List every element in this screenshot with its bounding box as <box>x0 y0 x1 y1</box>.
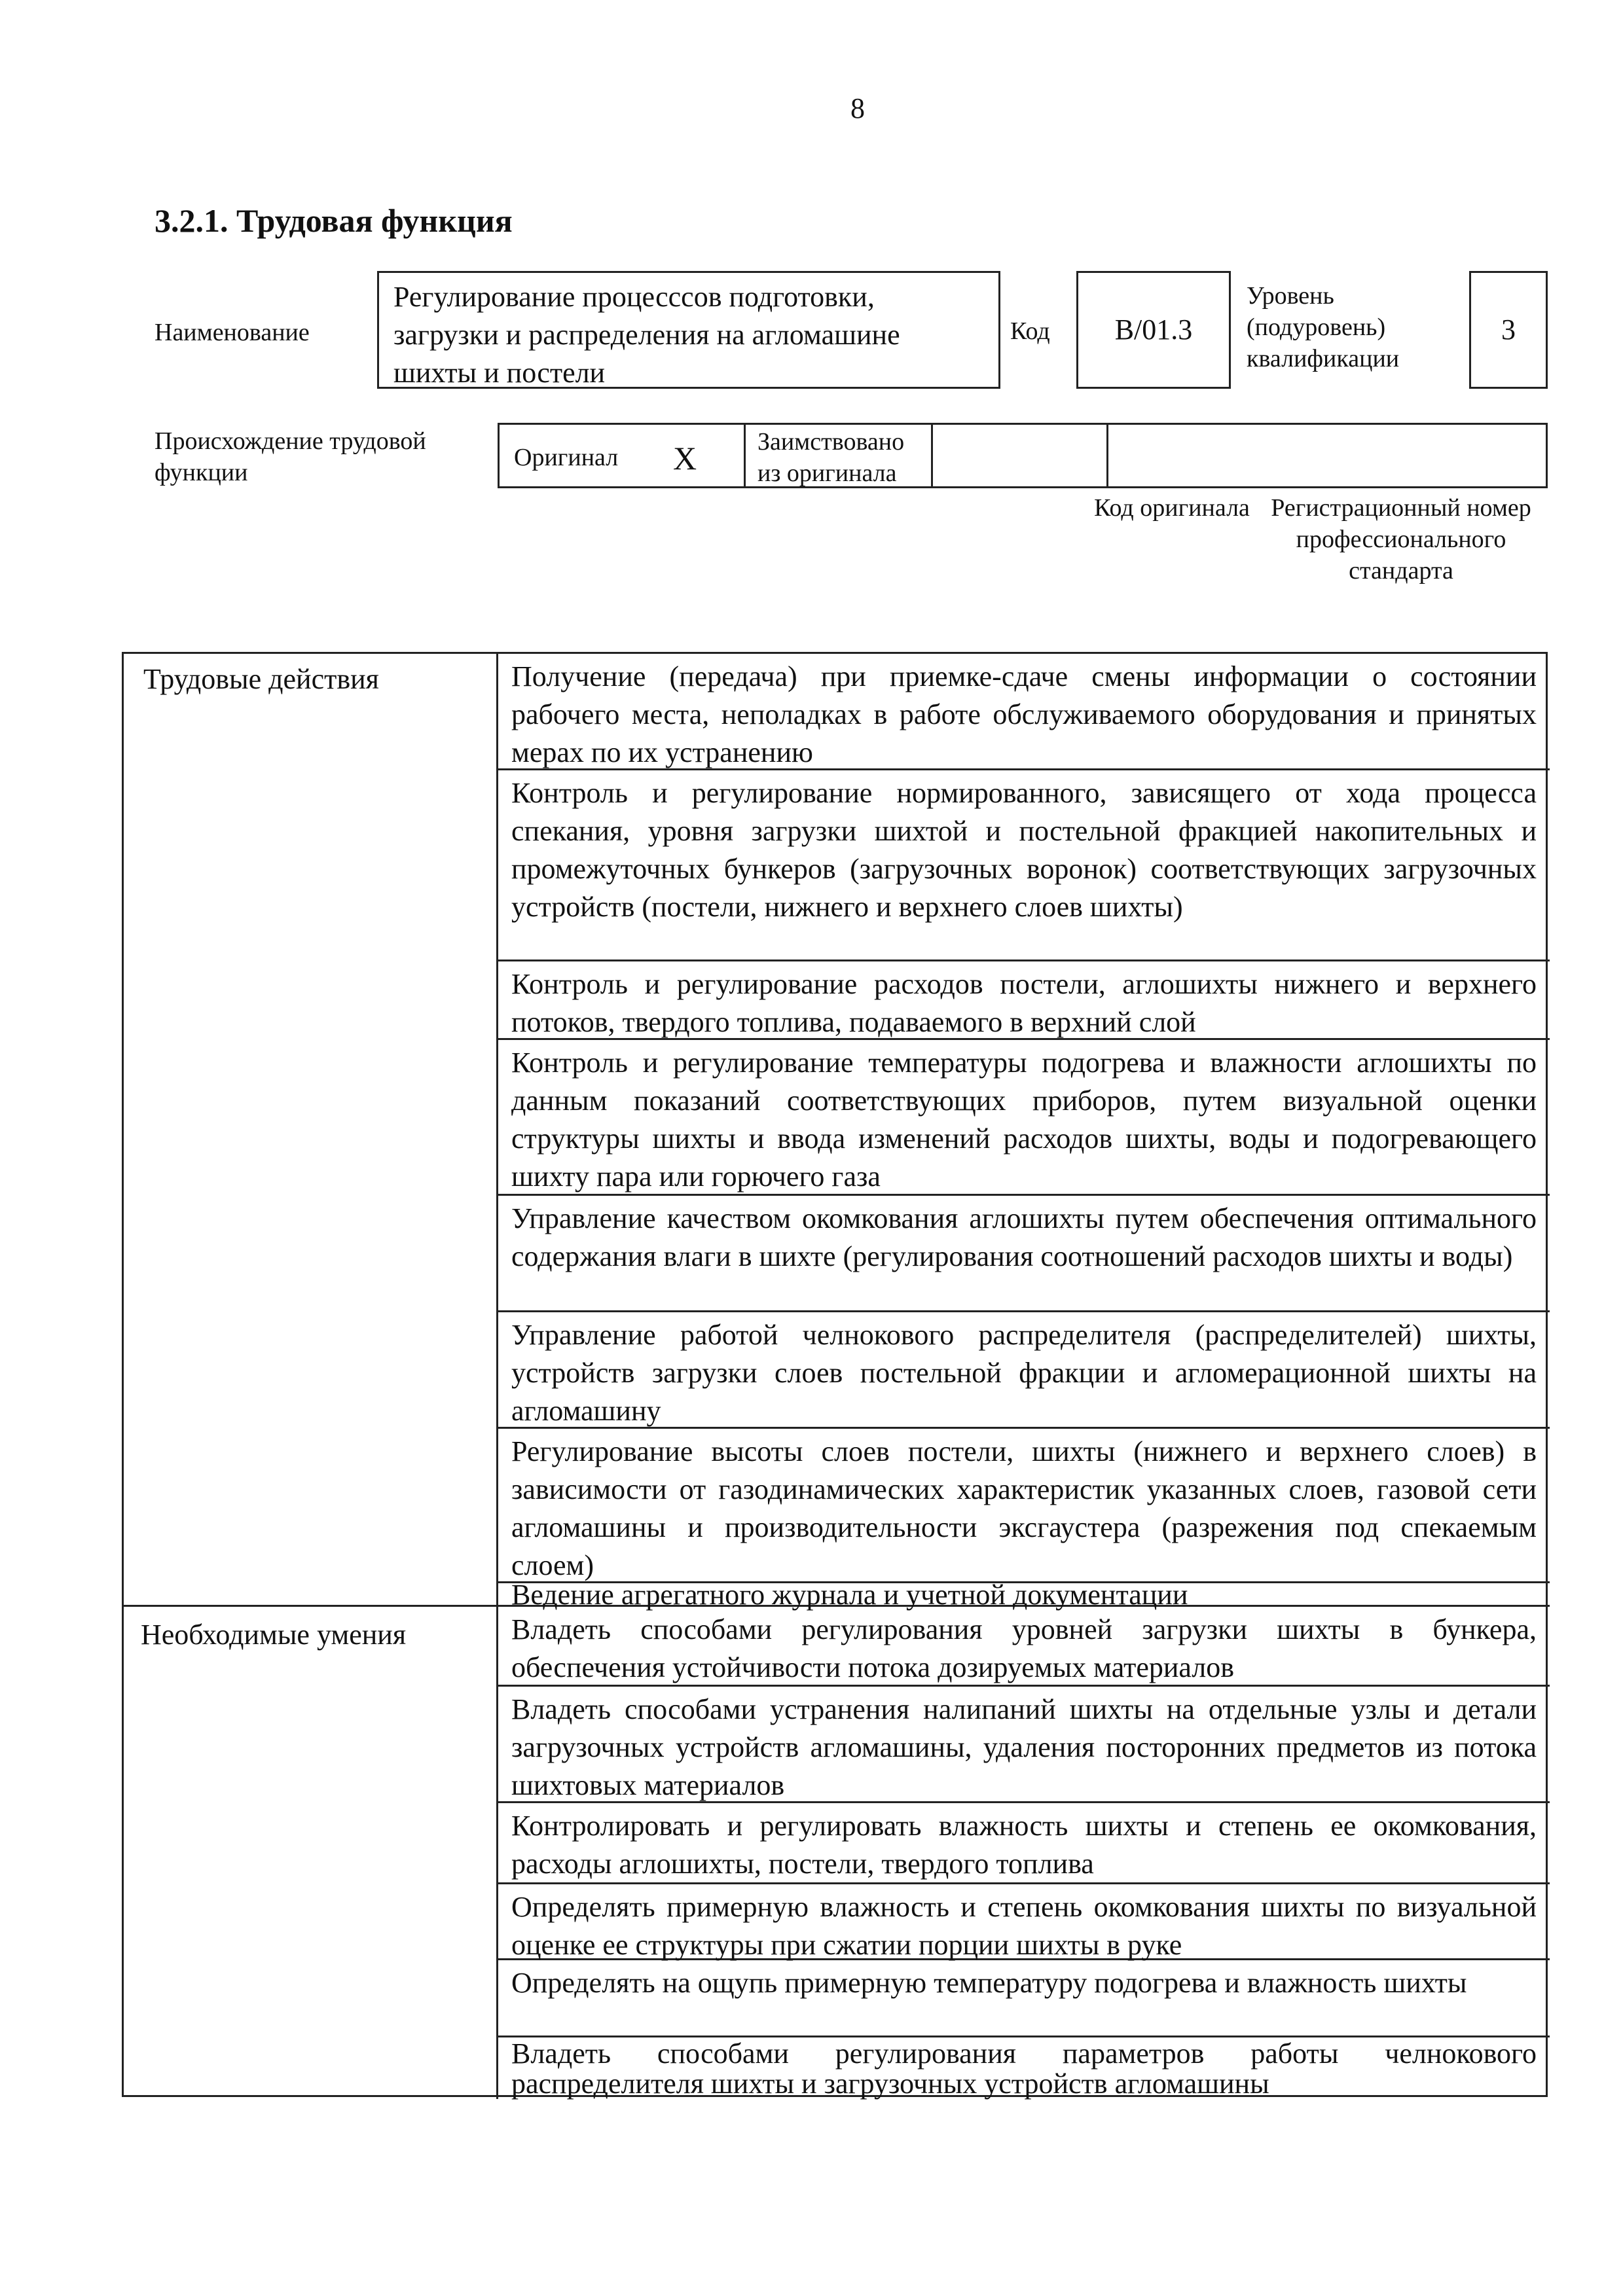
action-text: Регулирование высоты слоев постели, шихты (нижнего и верхнего слоев) в зависимости от газодинамических характеристик указанных слоев, газовой сети агломашины и производительности эксгаустера (разрежения под спекаемым слоем) <box>511 1435 1537 1581</box>
name-field: Регулирование процесссов подготовки, загрузки и распределения на агломашине шихты и постели <box>377 271 1000 389</box>
skill-text: Владеть способами регулирования параметров работы челнокового распределителя шихты и загрузочных устройств агломашины <box>511 2037 1537 2100</box>
name-label: Наименование <box>155 319 310 346</box>
action-row <box>498 1429 1550 1583</box>
origin-table <box>498 423 1548 488</box>
action-row <box>498 1196 1550 1312</box>
action-text: Контроль и регулирование температуры подогрева и влажности аглошихты по данным показаний соответствующих приборов, путем визуальной оценки структуры шихты и ввода изменений расходов шихты, воды и подогревающего шихту пара или горючего газа <box>511 1047 1537 1193</box>
actions-label: Трудовые действия <box>143 663 379 695</box>
skills-label-cell <box>124 1607 498 2099</box>
action-row <box>498 1040 1550 1196</box>
action-row <box>498 654 1550 770</box>
action-text: Контроль и регулирование расходов постели, аглошихты нижнего и верхнего потоков, твердого топлива, подаваемого в верхний слой <box>511 968 1537 1038</box>
code-field: В/01.3 <box>1076 271 1231 389</box>
skill-text: Владеть способами устранения налипаний шихты на отдельные узлы и детали загрузочных устройств агломашины, удаления посторонних предметов из потока шихтовых материалов <box>511 1693 1537 1801</box>
action-text: Управление работой челнокового распределителя (распределителей) шихты, устройств загрузки слоев постельной фракции и агломерационной шихты на агломашину <box>511 1319 1537 1427</box>
origin-original-cell <box>500 425 746 486</box>
origin-code-cell <box>933 425 1108 486</box>
origin-borrowed-cell <box>746 425 933 486</box>
registration-number-caption: Регистрационный номер профессионального стандарта <box>1271 494 1531 584</box>
function-table <box>122 652 1548 2100</box>
action-text: Управление качеством окомкования аглошихты путем обеспечения оптимального содержания влаги в шихте (регулирования соотношений расходов шихты и воды) <box>511 1202 1537 1272</box>
action-text: Получение (передача) при приемке-сдаче смены информации о состоянии рабочего места, неполадках в работе обслуживаемого оборудования и принятых мерах по их устранению <box>511 660 1537 768</box>
level-field: 3 <box>1469 271 1548 389</box>
code-label: Код <box>1010 317 1050 345</box>
original-code-caption: Код оригинала <box>1094 494 1250 522</box>
action-row <box>498 770 1550 961</box>
skill-row <box>498 1960 1550 2037</box>
skill-row <box>498 1607 1550 1687</box>
origin-label: Происхождение трудовой функции <box>155 427 426 486</box>
actions-label-cell <box>124 654 498 1607</box>
skill-text: Контролировать и регулировать влажность шихты и степень ее окомкования, расходы аглошихты, постели, твердого топлива <box>511 1810 1537 1880</box>
skill-text: Владеть способами регулирования уровней загрузки шихты в бункера, обеспечения устойчивости потока дозируемых материалов <box>511 1613 1537 1683</box>
skill-row <box>498 2037 1550 2099</box>
level-label: Уровень (подуровень) квалификации <box>1247 282 1400 372</box>
page-number: 8 <box>850 92 865 124</box>
action-row <box>498 1579 1550 1611</box>
action-row <box>498 1312 1550 1429</box>
skills-label: Необходимые умения <box>141 1619 407 1651</box>
skill-row <box>498 1884 1550 1960</box>
skill-text: Определять на ощупь примерную температуру подогрева и влажность шихты <box>511 1967 1467 1999</box>
skill-row <box>498 1803 1550 1884</box>
action-row <box>498 961 1550 1040</box>
action-text: Контроль и регулирование нормированного, зависящего от хода процесса спекания, уровня загрузки шихтой и постельной фракцией накопительных и промежуточных бункеров (загрузочных воронок) соответствующих загрузочных устройств (постели, нижнего и верхнего слоев шихты) <box>511 777 1537 923</box>
skill-text: Определять примерную влажность и степень окомкования шихты по визуальной оценке ее структуры при сжатии порции шихты в руке <box>511 1891 1537 1961</box>
action-text: Ведение агрегатного журнала и учетной документации <box>511 1579 1188 1611</box>
skill-row <box>498 1687 1550 1803</box>
original-mark: X <box>673 440 697 476</box>
section-title: 3.2.1. Трудовая функция <box>155 202 513 239</box>
original-label: Оригинал <box>514 444 619 471</box>
origin-registration-cell <box>1108 425 1546 486</box>
borrowed-label: Заимствовано из оригинала <box>757 428 905 487</box>
